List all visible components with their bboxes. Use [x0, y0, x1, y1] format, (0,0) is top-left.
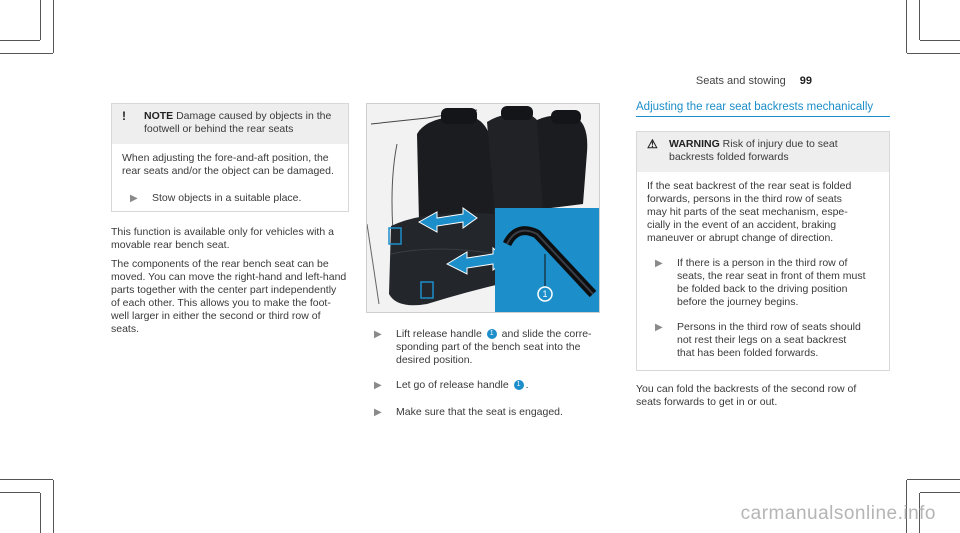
arrow-icon: ▶	[374, 380, 382, 391]
crop-mark	[0, 53, 53, 54]
crop-mark	[920, 40, 960, 41]
warning-triangle-icon: ⚠	[647, 137, 658, 151]
callout-marker: 1	[514, 380, 524, 390]
arrow-icon: ▶	[374, 329, 382, 340]
crop-mark	[920, 492, 960, 493]
crop-mark	[919, 0, 920, 40]
note-label: NOTE	[144, 110, 174, 122]
crop-mark	[0, 492, 40, 493]
watermark: carmanualsonline.info	[740, 503, 936, 524]
step-release-handle: ▶ Let go of release handle 1 .	[366, 379, 604, 392]
closing-paragraph: You can fold the backrests of the second row of seats forwards to get in or out.	[636, 383, 857, 408]
note-body: When adjusting the fore-and-aft position, the rear seats and/or the object can be damaged. ▶ Stow objects in a suitable place.	[112, 144, 348, 211]
warning-body: If the seat backrest of the rear seat is folded forwards, persons in the third row of seats may hit parts of the seat mechanism, espe- cially in the event of an accident, braking maneuver or abrupt change of direction. ▶ If there is a person in the third row of seats, the rear seat in front of them must be folded back to the driving position before the journey begins. ▶ Persons in the third row of seats should not rest their legs on a seat backrest that has been folded forwards.	[637, 172, 889, 370]
section-title: Adjusting the rear seat backrests mechanically	[636, 101, 890, 117]
crop-mark	[40, 0, 41, 40]
running-header	[696, 75, 812, 87]
crop-mark	[40, 493, 41, 533]
crop-mark	[0, 479, 53, 480]
warning-box	[636, 131, 890, 371]
figure-callout: 1	[542, 289, 548, 299]
left-column	[111, 103, 349, 336]
arrow-icon: ▶	[130, 193, 138, 204]
body-para-2: The components of the rear bench seat can be moved. You can move the right-hand and left-hand parts together with the center part independently of each other. This allows you to make the foot- well larger in either the second or third row of seats.	[111, 258, 347, 335]
note-step: ▶ Stow objects in a suitable place.	[122, 192, 338, 205]
arrow-icon: ▶	[374, 407, 382, 418]
crop-mark	[53, 480, 54, 533]
middle-steps	[366, 318, 604, 419]
crop-mark	[0, 40, 40, 41]
warning-header: ⚠ WARNING Risk of injury due to seat backrests folded forwards	[637, 132, 889, 172]
rear-seat-illustration	[366, 103, 600, 313]
section-name: Seats and stowing	[695, 75, 786, 87]
crop-mark	[907, 53, 960, 54]
warning-label: WARNING	[669, 138, 720, 150]
arrow-icon: ▶	[655, 322, 663, 333]
crop-mark	[906, 0, 907, 53]
rear-bench-seat-drawing	[367, 104, 600, 313]
callout-marker: 1	[487, 329, 497, 339]
note-title: Damage caused by objects in the	[176, 110, 332, 122]
warning-step-2: ▶ Persons in the third row of seats should not rest their legs on a seat backrest that has been folded forwards.	[647, 321, 879, 360]
note-box	[111, 103, 349, 212]
warning-step-1: ▶ If there is a person in the third row of seats, the rear seat in front of them must be folded back to the driving position before the journey begins.	[647, 257, 879, 309]
crop-mark	[907, 479, 960, 480]
step-lift-handle: ▶ Lift release handle 1 and slide the corre- sponding part of the bench seat into the desired position.	[366, 328, 604, 367]
page-number: 99	[799, 75, 812, 87]
body-para-1: This function is available only for vehicles with a movable rear bench seat.	[111, 226, 334, 251]
exclamation-icon: !	[122, 109, 126, 123]
note-header	[112, 104, 348, 144]
right-column	[636, 101, 890, 409]
arrow-icon: ▶	[655, 258, 663, 269]
crop-mark	[53, 0, 54, 53]
note-title-cont: footwell or behind the rear seats	[144, 123, 294, 135]
step-check-engaged: ▶ Make sure that the seat is engaged.	[366, 406, 604, 419]
